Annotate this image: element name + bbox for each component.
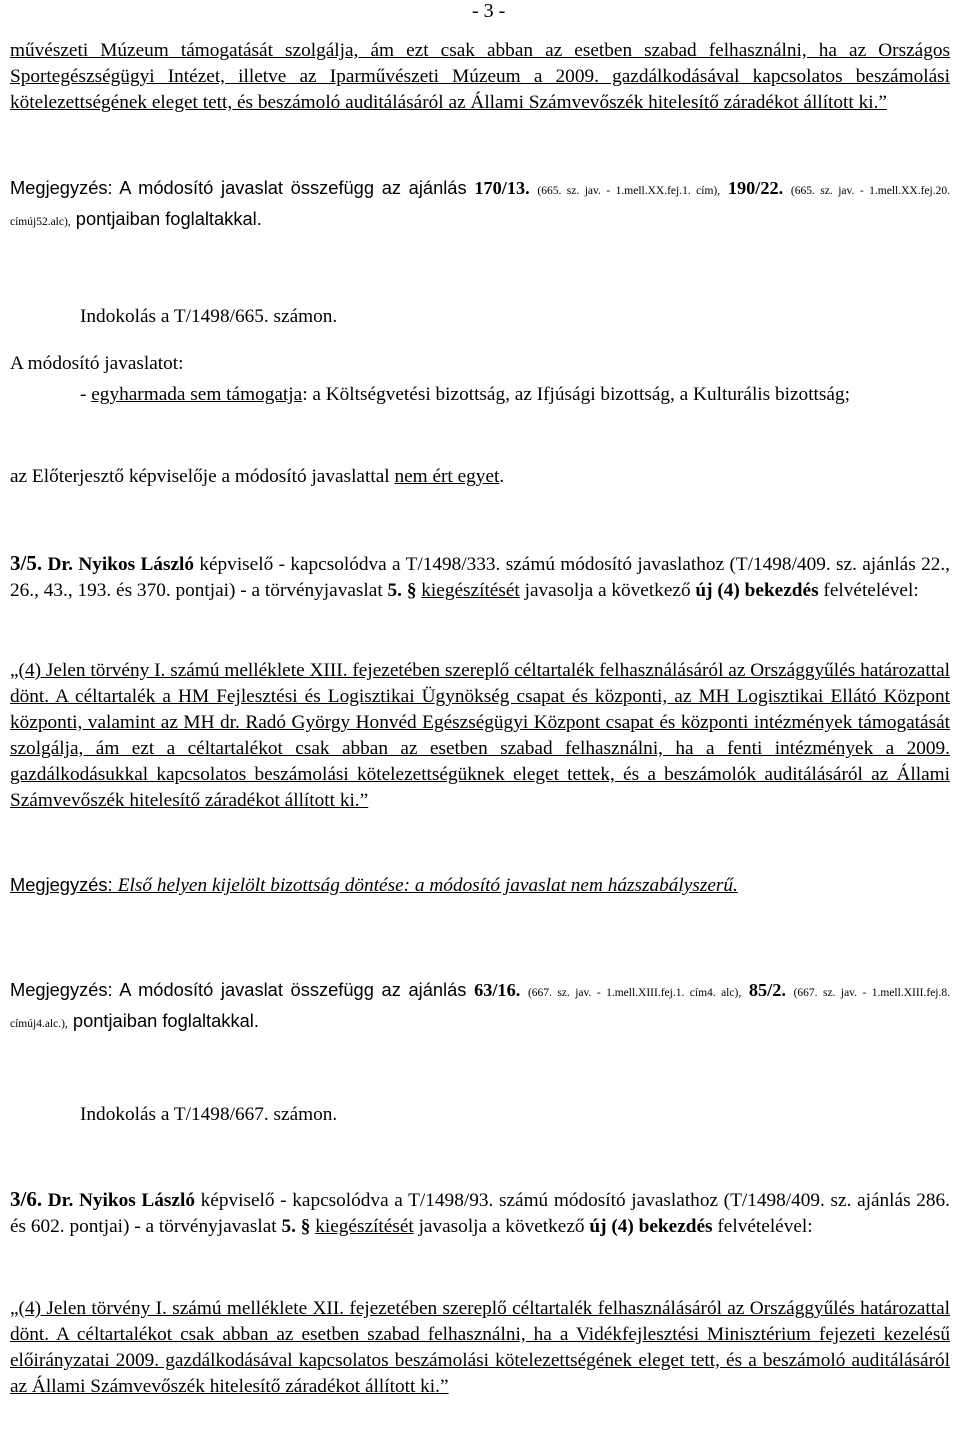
amendment-3-5-quote [10, 658, 950, 814]
committees-list: : a Költségvetési bizottság, az Ifjúsági bizottság, a Kulturális bizottság; [302, 384, 850, 405]
ref-detail: (667. sz. jav. - 1.mell.XIII.fej.1. cím4. alc), [527, 987, 742, 999]
ref-item: 170/13. [474, 178, 530, 198]
vote-intro: A módosító javaslatot: [10, 353, 184, 374]
vote-result: egyharmada sem támogatja [91, 384, 303, 405]
committee-decision: Első helyen kijelölt bizottság döntése: a módosító javaslat nem házszabályszerű. [117, 875, 738, 896]
intro-paragraph [10, 38, 950, 116]
section-symbol: § [300, 1216, 311, 1237]
section-number: 5. [281, 1216, 296, 1237]
text: felvételével: [818, 580, 919, 601]
justification-1: Indokolás a T/1498/665. számon. [80, 306, 338, 327]
ref-item: 63/16. [474, 980, 521, 1000]
section-symbol: § [406, 580, 417, 601]
note-related-items-1 [10, 174, 950, 236]
ref-detail: (665. sz. jav. - 1.mell.XX.fej.20. címúj52.alc), [10, 185, 950, 228]
amendment-number: 3/5. [10, 551, 43, 575]
ref-detail: (665. sz. jav. - 1.mell.XX.fej.1. cím), [537, 185, 721, 197]
note-label: Megjegyzés: A módosító javaslat összefügg az ajánlás [10, 979, 467, 1000]
amendment-action: kiegészítését [421, 580, 520, 601]
justification-2: Indokolás a T/1498/667. számon. [80, 1104, 338, 1125]
vote-committees [80, 382, 950, 408]
section-number: 5. [387, 580, 402, 601]
amendment-number: 3/6. [10, 1187, 43, 1211]
title: Dr. [47, 1190, 74, 1211]
amendment-3-5-note [10, 872, 950, 899]
text: javasolja a következő [413, 1216, 590, 1237]
ref-item: 190/22. [727, 178, 784, 198]
note-related-items-2 [10, 976, 950, 1038]
proposed-text: „(4) Jelen törvény I. számú melléklete XIII. fejezetében szereplő céltartalék felhasználásáról az Országgyűlés határozattal dönt. A céltartalék a HM Fejlesztési és Logisztikai Ügynökség csapat és központi, az MH Logisztikai Ellátó Központ központi, valamint az MH dr. Radó György Honvéd Egészségügyi Központ csapat és központi intézmények támogatását szolgálja, ám ezt a céltartalékot csak abban az esetben szabad felhasználni, ha a fenti intézmények a 2009. gazdálkodásukkal kapcsolatos beszámolási kötelezettségüknek eleget tettek, és a beszámolók auditálásáról az Állami Számvevőszék hitelesítő záradékot állított ki.” [10, 660, 950, 811]
period: . [499, 466, 505, 487]
amendment-3-6-quote [10, 1296, 950, 1400]
ref-item: 85/2. [748, 980, 786, 1000]
note-tail: pontjaiban foglaltakkal. [72, 1010, 259, 1031]
amendment-description: képviselő - kapcsolódva a T/1498/93. számú módosító javaslathoz (T/1498/409. sz. ajánlás 286. és 602. pontjai) - a törvényjavaslat [10, 1190, 950, 1237]
text: javasolja a következő [519, 580, 696, 601]
page-number: - 3 - [472, 0, 506, 22]
ref-detail: (667. sz. jav. - 1.mell.XIII.fej.8. címúj4.alc.), [10, 987, 950, 1030]
amendment-3-6-header [10, 1186, 950, 1240]
text: felvételével: [712, 1216, 813, 1237]
note-tail: pontjaiban foglaltakkal. [75, 208, 262, 229]
sponsor-position-1 [10, 464, 504, 490]
title: Dr. [47, 554, 73, 575]
new-paragraph: új (4) bekezdés [695, 580, 819, 601]
amendment-action: kiegészítését [315, 1216, 414, 1237]
representative-name: Nyikos László [78, 1190, 195, 1211]
amendment-3-5-header [10, 550, 950, 604]
quoted-text-continuation: művészeti Múzeum támogatását szolgálja, ám ezt csak abban az esetben szabad felhasználni, ha az Országos Sportegészségügyi Intézet, illetve az Iparművészeti Múzeum a 2009. gazdálkodásával kapcsolatos beszámolási kötelezettségének eleget tett, és beszámoló auditálásáról az Állami Számvevőszék hitelesítő záradékot állított ki.” [10, 40, 950, 113]
new-paragraph: új (4) bekezdés [589, 1216, 713, 1237]
note-label: Megjegyzés: [10, 874, 118, 895]
dash: - [80, 384, 92, 405]
sponsor-position: nem ért egyet [394, 466, 500, 487]
note-label: Megjegyzés: A módosító javaslat összefügg az ajánlás [10, 177, 467, 198]
proposed-text: „(4) Jelen törvény I. számú melléklete XII. fejezetében szereplő céltartalék felhasználásáról az Országgyűlés határozattal dönt. A céltartalékot csak abban az esetben szabad felhasználni, ha a Vidékfejlesztési Minisztérium fejezeti kezelésű előirányzatai 2009. gazdálkodásával kapcsolatos beszámolási kötelezettségének eleget tett, és a beszámoló auditálásáról az Állami Számvevőszék hitelesítő záradékot állított ki.” [10, 1298, 950, 1397]
sponsor-text: az Előterjesztő képviselője a módosító javaslattal [10, 466, 395, 487]
representative-name: Nyikos László [78, 554, 195, 575]
amendment-description: képviselő - kapcsolódva a T/1498/333. számú módosító javaslathoz (T/1498/409. sz. ajánlás 22., 26., 43., 193. és 370. pontjai) - a törvényjavaslat [10, 554, 951, 601]
